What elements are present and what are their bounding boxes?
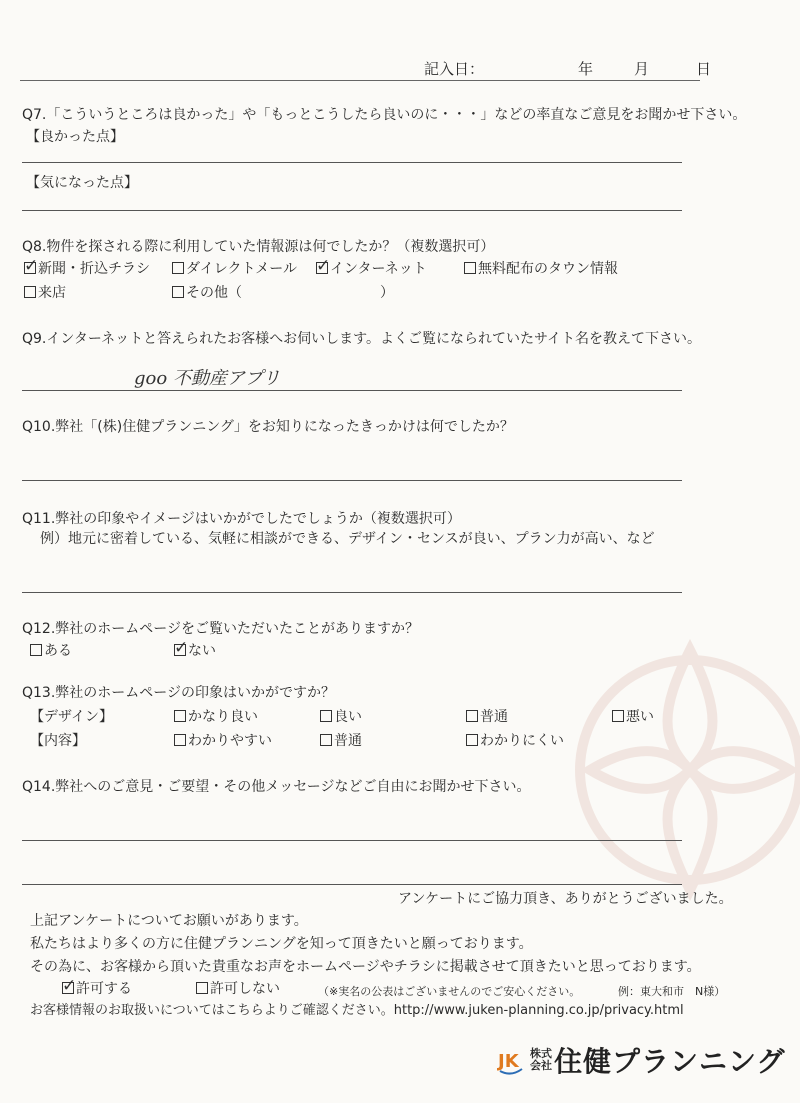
q7-question: Q7.「こういうところは良かった」や「もっとこうしたら良いのに・・・」などの率直なご意見をお聞かせ下さい。 bbox=[22, 107, 747, 123]
q14-question: Q14.弊社へのご意見・ご要望・その他メッセージなどご自由にお聞かせ下さい。 bbox=[22, 779, 531, 795]
q13-content-unclear[interactable]: わかりにくい bbox=[466, 732, 564, 750]
check-mark-icon: ✓ bbox=[62, 976, 77, 996]
thanks-message: アンケートにご協力頂き、ありがとうございました。 bbox=[398, 891, 733, 907]
checkbox-icon[interactable] bbox=[196, 982, 208, 994]
check-mark-icon: ✓ bbox=[316, 256, 331, 276]
jk-logo-mark-icon bbox=[496, 1043, 526, 1077]
q8-option-other[interactable]: その他（ bbox=[172, 284, 242, 302]
logo-company-name: 住健プランニング bbox=[554, 1045, 786, 1078]
date-label: 記入日： bbox=[424, 60, 485, 78]
date-day: 日 bbox=[696, 60, 712, 78]
q13-design-very-good[interactable]: かなり良い bbox=[174, 708, 258, 726]
checkbox-icon[interactable] bbox=[174, 638, 189, 658]
footer-anonymity-note: （※実名の公表はございませんのでご安心ください。 bbox=[318, 985, 581, 998]
company-logo bbox=[496, 1040, 785, 1080]
logo-kabushiki-kaisha: 株式 会社 bbox=[530, 1047, 552, 1072]
q13-design-normal[interactable]: 普通 bbox=[466, 708, 508, 726]
checkbox-icon[interactable] bbox=[24, 286, 36, 298]
check-mark-icon: ✓ bbox=[174, 638, 189, 658]
q8-option-newspaper[interactable]: ✓ 新聞・折込チラシ bbox=[24, 256, 150, 277]
q8-option-direct-mail[interactable]: ダイレクトメール bbox=[172, 260, 297, 278]
checkbox-icon[interactable] bbox=[172, 286, 184, 298]
footer-option-deny[interactable]: 許可しない bbox=[196, 980, 280, 998]
checkbox-icon[interactable] bbox=[320, 734, 332, 746]
q14-answer-line-2[interactable] bbox=[22, 884, 682, 885]
q9-answer-line[interactable] bbox=[22, 390, 682, 391]
date-month: 月 bbox=[634, 60, 650, 78]
q7-good-answer-line[interactable] bbox=[22, 162, 682, 163]
checkbox-icon[interactable] bbox=[174, 734, 186, 746]
q7-concern-label: 【気になった点】 bbox=[26, 175, 138, 191]
q7-good-label: 【良かった点】 bbox=[26, 129, 124, 145]
q13-content-clear[interactable]: わかりやすい bbox=[174, 732, 272, 750]
checkbox-icon[interactable] bbox=[612, 710, 624, 722]
q12-question: Q12.弊社のホームページをご覧いただいたことがありますか？ bbox=[22, 621, 420, 637]
checkbox-icon[interactable] bbox=[464, 262, 476, 274]
q8-option-free-town-info[interactable]: 無料配布のタウン情報 bbox=[464, 260, 618, 278]
footer-option-permit[interactable]: ✓ 許可する bbox=[62, 976, 132, 997]
checkbox-icon[interactable] bbox=[320, 710, 332, 722]
footer-request-line-1: 上記アンケートについてお願いがあります。 bbox=[30, 913, 308, 929]
q11-example: 例）地元に密着している、気軽に相談ができる、デザイン・センスが良い、プラン力が高い、など bbox=[40, 531, 655, 547]
privacy-notice: お客様情報のお取扱いについてはこちらよりご確認ください。http://www.juken-planning.co.jp/privacy.html bbox=[30, 1003, 684, 1018]
checkbox-icon[interactable] bbox=[30, 644, 42, 656]
checkbox-icon[interactable] bbox=[172, 262, 184, 274]
checkbox-icon[interactable] bbox=[24, 256, 39, 276]
footer-request-line-3: その為に、お客様から頂いた貴重なお声をホームページやチラシに掲載させて頂きたいと思っております。 bbox=[30, 959, 701, 975]
checkbox-icon[interactable] bbox=[316, 256, 331, 276]
checkbox-icon[interactable] bbox=[174, 710, 186, 722]
q12-option-no[interactable]: ✓ ない bbox=[174, 638, 216, 659]
q13-content-normal[interactable]: 普通 bbox=[320, 732, 362, 750]
q11-answer-line[interactable] bbox=[22, 592, 682, 593]
q9-handwritten-answer[interactable]: goo 不動産アプリ bbox=[134, 368, 281, 389]
checkbox-icon[interactable] bbox=[466, 734, 478, 746]
footer-request-line-2: 私たちはより多くの方に住健プランニングを知って頂きたいと願っております。 bbox=[30, 936, 533, 952]
header-rule bbox=[20, 80, 700, 81]
q10-answer-line[interactable] bbox=[22, 480, 682, 481]
q10-question: Q10.弊社「(株)住健プランニング」をお知りになったきっかけは何でしたか？ bbox=[22, 419, 514, 435]
q12-option-yes[interactable]: ある bbox=[30, 642, 72, 660]
q14-answer-line-1[interactable] bbox=[22, 840, 682, 841]
check-mark-icon: ✓ bbox=[24, 256, 39, 276]
q8-other-close-paren: ） bbox=[380, 285, 394, 301]
q7-concern-answer-line[interactable] bbox=[22, 210, 682, 211]
checkbox-icon[interactable] bbox=[62, 976, 77, 996]
q8-question: Q8.物件を探される際に利用していた情報源は何でしたか？（複数選択可） bbox=[22, 239, 495, 255]
q13-content-label: 【内容】 bbox=[30, 733, 86, 749]
q13-design-bad[interactable]: 悪い bbox=[612, 708, 654, 726]
date-year: 年 bbox=[578, 60, 594, 78]
jk-logo-graphic bbox=[496, 1043, 526, 1077]
q9-question: Q9.インターネットと答えられたお客様へお伺いします。よくご覧になられていたサイト名を教えて下さい。 bbox=[22, 331, 702, 347]
q13-design-label: 【デザイン】 bbox=[30, 709, 114, 725]
logo-mark-text: JK bbox=[498, 1051, 519, 1072]
q11-question: Q11.弊社の印象やイメージはいかがでしたでしょうか（複数選択可） bbox=[22, 511, 461, 527]
q13-design-good[interactable]: 良い bbox=[320, 708, 362, 726]
q8-option-visit[interactable]: 来店 bbox=[24, 284, 66, 302]
q13-question: Q13.弊社のホームページの印象はいかがですか？ bbox=[22, 685, 336, 701]
decorative-crest-watermark bbox=[560, 620, 800, 920]
checkbox-icon[interactable] bbox=[466, 710, 478, 722]
footer-example-note: 例：東大和市 N様） bbox=[618, 985, 726, 998]
q8-option-internet[interactable]: ✓ インターネット bbox=[316, 256, 427, 277]
